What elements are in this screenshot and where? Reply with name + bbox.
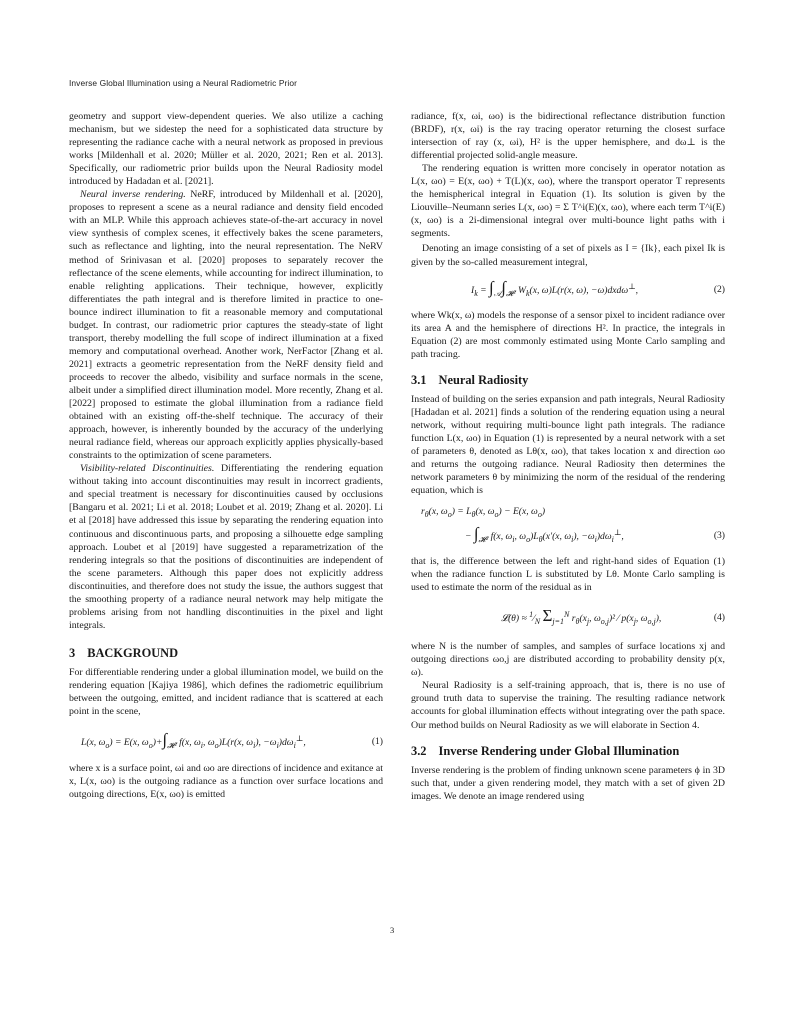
section-heading-3-1 bbox=[411, 373, 725, 388]
runin-heading: Neural inverse rendering. bbox=[80, 189, 186, 201]
paragraph bbox=[69, 462, 383, 632]
equation-4 bbox=[501, 600, 725, 634]
paragraph: Denoting an image consisting of a set of pixels as I = {Ik}, each pixel Ik is given by the so-called measurement integral, bbox=[411, 243, 725, 268]
equation-line bbox=[465, 521, 725, 549]
equation-number: (1) bbox=[371, 735, 383, 747]
equation-body: $I_k = \int_𝒜\int_{𝓗^2}$ $W_k(x$, ω)L(r(x, ω), −ω)dxdω⊥, bbox=[471, 278, 639, 298]
equation-number: (3) bbox=[713, 529, 725, 541]
equation-number: (2) bbox=[713, 284, 725, 296]
paragraph: where Wk(x, ω) models the response of a sensor pixel to incident radiance over its area A and the hemisphere of directions H². In practice, the integrals in Equation (2) are most commonly estimated using Monte Carlo sampling and path tracing. bbox=[411, 309, 725, 360]
paragraph: The rendering equation is written more concisely in operator notation as L(x, ωo) = E(x, ωo) + T(L)(x, ωo), where the transport operator T represents the hemispherical integral in Equation (1). Its solution is given by the Liouville–Neumann series L(x, ωo) = Σ T^i(E)(x, ωo), where each term T^i(E)(x, ωo) is a 2i-dimensional integral over multi-bounce light paths with i segments. bbox=[411, 163, 725, 240]
section-number: 3 bbox=[69, 645, 76, 660]
paragraph: where N is the number of samples, and samples of surface locations xj and outgoing directions ωo,j are distributed according to probability density p(x, ω). bbox=[411, 641, 725, 679]
paragraph: Neural Radiosity is a self-training approach, that is, there is no use of ground truth data to supervise the training. The resulting radiance network accounts for global illumination effects without integrating over the path space. Our method builds on Neural Radiosity as we will elaborate in Section 4. bbox=[411, 680, 725, 731]
equation-2 bbox=[471, 275, 725, 305]
paragraph: For differentiable rendering under a global illumination model, we build on the rendering equation [Kajiya 1986], which defines the radiometric equilibrium between the outgoing, emitted, and incident radiance that is scattered at each point in the scene, bbox=[69, 666, 383, 718]
equation-line: $r_\theta(x$, $\omega_o) = L_\theta(x$, $\omega_o) - E(x$, $\omega_o$) bbox=[421, 506, 546, 520]
section-title: Neural Radiosity bbox=[438, 372, 529, 387]
paragraph-text: NeRF, introduced by Mildenhall et al. [2020], proposes to represent a scene as a neural radiance and density field encoded with an MLP. While this approach achieves state-of-the-art accuracy in novel view synthesis of complex scenes, it effectively bakes the scene parameters, such as reflectance and lighting, into the neural representation. The NeRV method of Srinivasan et al. [2020] proposes to separately recover the reflectance of the scene elements, while accounting for indirect illumination, to enable relighting applications. Their technique, however, explicitly differentiates the path integral and is therefore limited in practice to one-bounce indirect illumination to fit a reasonable memory and computational budget. In contrast, our radiometric prior captures the steady-state of light transport, thereby modelling the full scope of indirect illumination at a fixed memory and computational overhead. Another work, NerFactor [Zhang et al. 2021] extracts a geometric representation from the NeRF density field and proceeds to recover the albedo, visibility and surface normals in the scene, albeit under a simplified direct illumination model. More recently, Zhang et al. [2022] proposed to estimate the global illumination from a radiance field obtained with an existing off-the-shelf technique. The accuracy of their approach, however, is inherently bounded by the accuracy of the underlying neural radiance field, whereas our approach explicitly applies physically-based constraints to the optimization of scene parameters. bbox=[69, 189, 383, 462]
section-heading-3-2 bbox=[411, 744, 725, 759]
section-title: BACKGROUND bbox=[87, 645, 179, 660]
paragraph: that is, the difference between the left and right-hand sides of Equation (1) when the radiance function L is substituted by Lθ. Monte Carlo sampling is used to estimate the norm of the residual as in bbox=[411, 556, 725, 594]
equation-body: L(x, $\omega_o) = E(x$, $\omega_o)+\int_{𝓗^2}$ f(x, $\omega_i$, $\omega_o)L(r(x$, $\omega_i$), $-\omega_i)d\omega_i^\perp$, bbox=[81, 729, 306, 750]
paragraph: where x is a surface point, ωi and ωo are directions of incidence and exitance at x, L(x, ωo) is the outgoing radiance as a function over surface locations and outgoing directions, E(x, ωo) is emitted bbox=[69, 763, 383, 801]
right-column bbox=[411, 110, 725, 803]
left-column bbox=[69, 110, 383, 801]
running-header: Inverse Global Illumination using a Neural Radiometric Prior bbox=[69, 78, 298, 88]
paragraph: radiance, f(x, ωi, ωo) is the bidirectional reflectance distribution function (BRDF), r(x, ωi) is the ray tracing operator returning the closest surface intersection of ray (x, ωi), H² is the upper hemisphere, and dω⊥ is the differential projected solid-angle measure. bbox=[411, 111, 725, 162]
section-heading-3 bbox=[69, 646, 383, 661]
paragraph-text: Differentiating the rendering equation without taking into account discontinuities may result in incorrect gradients, and special treatment is necessary for discontinuities caused by occlusions [Bangaru et al. 2021; Li et al. 2018; Loubet et al. 2019; Zhang et al. 2020]. Li et al [2018] have addressed this issue by separating the rendering equation into continuous and discontinuous parts, and proposing a silhouette edge sampling approach. Loubet et al [2019] have suggested a reparametrization of the rendering integrals so that the positions of discontinuities are independent of the scene parameters. Although this paper does not explicitly address discontinuities, and therefore does not study the issue, the authors suggest that the smoothing property of a radiance neural network may help mitigate the problems arising from not handling discontinuities in the pixel and light integrals. bbox=[69, 463, 384, 631]
equation-3 bbox=[421, 505, 725, 549]
equation-number: (4) bbox=[713, 611, 725, 623]
equation-1 bbox=[81, 726, 383, 756]
section-number: 3.1 bbox=[411, 372, 427, 387]
equation-body: − $\int_{𝓗^2}$ f(x, $\omega_i$, $\omega_o)L_\theta(x'(x$, $\omega_i$), $-\omega_i)d\omega_i^\perp$, bbox=[465, 523, 624, 544]
section-number: 3.2 bbox=[411, 743, 427, 758]
runin-heading: Visibility-related Discontinuities. bbox=[80, 463, 215, 475]
page-number: 3 bbox=[390, 925, 395, 935]
paragraph bbox=[69, 188, 383, 462]
section-title: Inverse Rendering under Global Illumination bbox=[438, 743, 680, 758]
paragraph: geometry and support view-dependent queries. We also utilize a caching mechanism, but we sidestep the need for a sophisticated data structure by representing the radiance cache with a neural network as proposed in previous works [Mildenhall et al. 2020; Müller et al. 2020, 2021; Ren et al. 2013]. Specifically, our radiometric prior builds upon the Neural Radiosity model introduced by Hadadan et al. [2021]. bbox=[69, 111, 383, 188]
paragraph: Instead of building on the series expansion and path integrals, Neural Radiosity [Hadadan et al. 2021] finds a solution of the rendering equation using a neural network, without requiring multi-bounce light path integrals. The radiance function L(x, ωo) in Equation (1) is represented by a neural network with a set of parameters θ, denoted as Lθ(x, ωo), that takes location x and direction ωo and returns the outgoing radiance. Neural Radiosity then determines the network parameters θ by minimizing the norm of the residual of the rendering equation, which is bbox=[411, 393, 725, 497]
equation-body: 𝓛(θ) ≈ $^1⁄_N$ $\Sigma_{j=1}^N$ $r_\theta(x_j$, $\omega_{o,j})^2$ ⁄ $p(x_j$, $\omega_{o,j}$), bbox=[501, 605, 662, 626]
paragraph: Inverse rendering is the problem of finding unknown scene parameters ϕ in 3D such that, under a given rendering model, they match with a set of given 2D images. We denote an image rendered using bbox=[411, 764, 725, 802]
